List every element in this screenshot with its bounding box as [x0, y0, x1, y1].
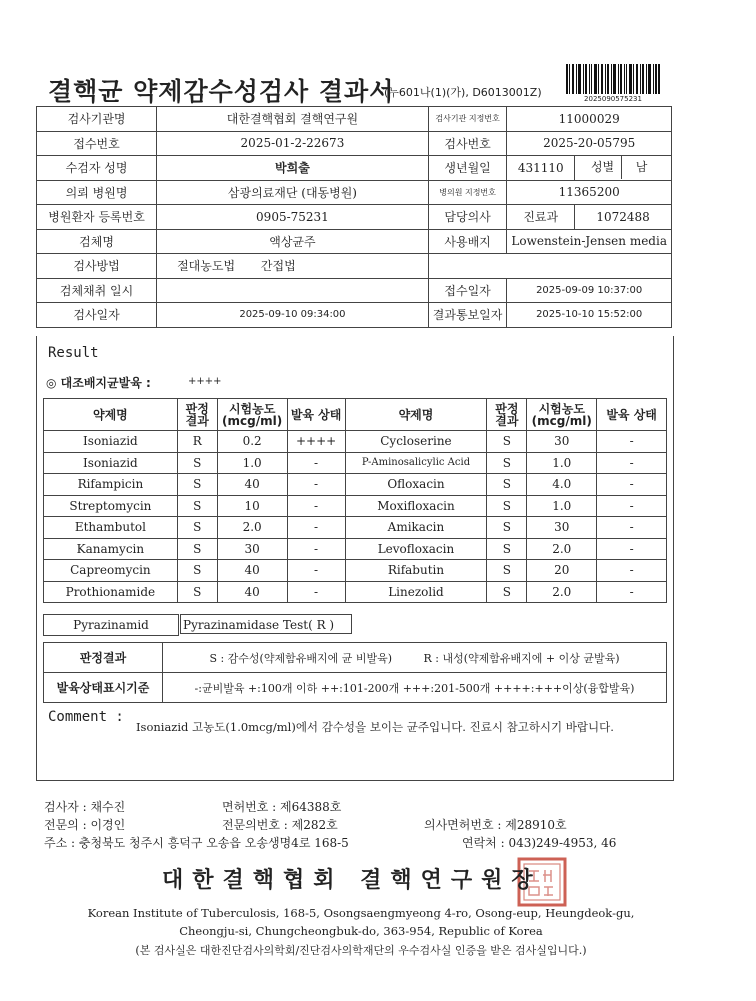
method-label: 검사방법 — [37, 254, 157, 279]
form-code: (누601나(1)(가), D6013001Z) — [384, 86, 542, 99]
drug-cell: Capreomycin — [44, 560, 178, 582]
patient-info-table — [36, 106, 672, 328]
dob-label: 생년월일 — [428, 156, 507, 181]
drug-cell: S — [487, 538, 527, 560]
english-address-line-2: Cheongju-si, Chungcheongbuk-do, 363-954, Republic of Korea — [179, 924, 543, 938]
growth-legend-label: 발육상태표시기준 — [44, 673, 163, 703]
sex-label: 성별 — [585, 156, 622, 179]
judge-legend-label: 판정결과 — [44, 643, 163, 673]
drug-cell: S — [487, 452, 527, 474]
drug-row — [44, 581, 667, 603]
barcode-number: 2025090575231 — [584, 95, 642, 103]
institution-value: 대한결핵협회 결핵연구원 — [157, 107, 429, 132]
drug-header-cell: 약제명 — [44, 399, 178, 431]
drug-cell: - — [597, 560, 667, 582]
license-line: 면허번호 : 제64388호 — [222, 800, 342, 814]
method-value — [157, 254, 429, 279]
exam-date-label: 검사일자 — [37, 303, 157, 328]
drug-cell: - — [287, 581, 345, 603]
specialist-no-line: 전문의번호 : 제282호 — [222, 818, 338, 832]
drug-cell: 0.2 — [217, 431, 287, 453]
drug-cell: Levofloxacin — [345, 538, 487, 560]
pyrazinamide-value: Pyrazinamidase Test( R ) — [180, 614, 352, 634]
sex-value: 남 — [635, 160, 648, 175]
drug-cell: - — [597, 517, 667, 539]
designation-value: 11000029 — [507, 107, 672, 132]
drug-cell: - — [597, 474, 667, 496]
drug-cell: Amikacin — [345, 517, 487, 539]
drug-cell: 10 — [217, 495, 287, 517]
hospital-no-value: 11365200 — [507, 180, 672, 205]
comment-label: Comment : — [48, 709, 124, 725]
drug-cell: 40 — [217, 474, 287, 496]
drug-cell: Prothionamide — [44, 581, 178, 603]
institute-signature: 대한결핵협회 결핵연구원장 — [162, 868, 542, 893]
legend-table — [43, 642, 667, 703]
comment-text: Isoniazid 고농도(1.0mcg/ml)에서 감수성을 보이는 균주입니다. 진료시 참고하시기 바랍니다. — [136, 720, 614, 734]
drug-cell: 40 — [217, 581, 287, 603]
drug-header-cell: 약제명 — [345, 399, 487, 431]
receipt-label: 접수번호 — [37, 131, 157, 156]
receipt-value: 2025-01-2-22673 — [157, 131, 429, 156]
drug-cell: S — [177, 495, 217, 517]
drug-cell: S — [177, 581, 217, 603]
drug-cell: 4.0 — [527, 474, 597, 496]
document-title: 결핵균 약제감수성검사 결과서 — [48, 77, 395, 106]
drug-cell: R — [177, 431, 217, 453]
drug-cell: - — [597, 495, 667, 517]
drug-header-cell: 발육 상태 — [597, 399, 667, 431]
drug-cell: 30 — [527, 517, 597, 539]
drug-cell: S — [487, 581, 527, 603]
drug-cell: Ofloxacin — [345, 474, 487, 496]
drug-cell: S — [487, 560, 527, 582]
drug-cell: 1.0 — [527, 495, 597, 517]
drug-cell: - — [287, 495, 345, 517]
drug-cell: 2.0 — [527, 538, 597, 560]
drug-cell: S — [487, 474, 527, 496]
barcode-image — [566, 64, 660, 94]
drug-cell: S — [177, 517, 217, 539]
certification-note: (본 검사실은 대한진단검사의학회/진단검사의학재단의 우수검사실 인증을 받은 검사실입니다.) — [135, 944, 587, 957]
drug-cell: Rifampicin — [44, 474, 178, 496]
received-value: 2025-09-09 10:37:00 — [507, 278, 672, 303]
drug-table-body — [44, 431, 667, 603]
dept-label: 진료과 — [507, 205, 575, 230]
drug-cell: 1.0 — [217, 452, 287, 474]
method-1: 절대농도법 — [177, 259, 236, 274]
patient-name-label: 수검자 성명 — [37, 156, 157, 181]
drug-cell: S — [177, 560, 217, 582]
registration-value: 0905-75231 — [157, 205, 429, 230]
drug-cell: Streptomycin — [44, 495, 178, 517]
tester-line: 검사자 : 채수진 — [44, 800, 126, 814]
exam-date-value: 2025-09-10 09:34:00 — [157, 303, 429, 328]
drug-cell: S — [177, 474, 217, 496]
drug-cell: 20 — [527, 560, 597, 582]
drug-cell: ++++ — [287, 431, 345, 453]
institution-label: 검사기관명 — [37, 107, 157, 132]
control-growth-label: ◎ 대조배지균발육 : — [46, 376, 151, 390]
drug-cell: 2.0 — [527, 581, 597, 603]
dob-value: 431110 — [507, 156, 575, 181]
report-label: 결과통보일자 — [428, 303, 507, 328]
drug-header-cell: 시험농도 (mcg/ml) — [527, 399, 597, 431]
drug-cell: S — [177, 538, 217, 560]
patient-name-value: 박희출 — [157, 156, 429, 181]
drug-cell: Linezolid — [345, 581, 487, 603]
drug-cell: Ethambutol — [44, 517, 178, 539]
drug-header-cell: 판정 결과 — [487, 399, 527, 431]
drug-cell: 2.0 — [217, 517, 287, 539]
test-no-value: 2025-20-05795 — [507, 131, 672, 156]
collect-value — [157, 278, 429, 303]
drug-row — [44, 474, 667, 496]
method-blank — [428, 254, 671, 279]
received-label: 접수일자 — [428, 278, 507, 303]
drug-cell: - — [287, 474, 345, 496]
drug-row — [44, 431, 667, 453]
drug-cell: Rifabutin — [345, 560, 487, 582]
method-2: 간접법 — [260, 259, 296, 274]
drug-cell: - — [287, 538, 345, 560]
doctor-label: 담당의사 — [428, 205, 507, 230]
control-growth-value: ++++ — [188, 376, 222, 387]
drug-cell: Kanamycin — [44, 538, 178, 560]
specialist-line: 전문의 : 이경인 — [44, 818, 126, 832]
specimen-label: 검체명 — [37, 229, 157, 254]
drug-cell: Cycloserine — [345, 431, 487, 453]
growth-legend-value: -:균비발육 +:100개 이하 ++:101-200개 +++:201-500개 ++++:+++이상(융합발육) — [163, 673, 667, 703]
drug-cell: 30 — [217, 538, 287, 560]
address-line: 주소 : 충청북도 청주시 흥덕구 오송읍 오송생명4로 168-5 — [44, 836, 349, 850]
test-no-label: 검사번호 — [428, 131, 507, 156]
drug-cell: S — [487, 431, 527, 453]
drug-cell: P-Aminosalicylic Acid — [345, 452, 487, 474]
drug-cell: S — [487, 517, 527, 539]
drug-cell: S — [177, 452, 217, 474]
contact-line: 연락처 : 043)249-4953, 46 — [462, 836, 617, 850]
drug-table-header — [44, 399, 667, 431]
drug-row — [44, 517, 667, 539]
judge-legend-values — [163, 643, 667, 673]
hospital-no-label: 병의원 지정번호 — [428, 180, 507, 205]
drug-cell: 1.0 — [527, 452, 597, 474]
drug-results-table — [43, 398, 667, 603]
drug-cell: - — [287, 517, 345, 539]
specimen-value: 액상균주 — [157, 229, 429, 254]
english-address-line-1: Korean Institute of Tuberculosis, 168-5, Osongsaengmyeong 4-ro, Osong-eup, Heungdeok-gu, — [87, 906, 635, 920]
designation-label: 검사기관 지정번호 — [428, 107, 507, 132]
medium-value: Lowenstein-Jensen media — [507, 229, 672, 254]
drug-row — [44, 538, 667, 560]
drug-header-cell: 시험농도 (mcg/ml) — [217, 399, 287, 431]
drug-row — [44, 560, 667, 582]
judge-legend-r: R : 내성(약제함유배지에 + 이상 균발육) — [423, 651, 620, 665]
drug-cell: - — [287, 452, 345, 474]
drug-cell: - — [597, 581, 667, 603]
drug-cell: Isoniazid — [44, 431, 178, 453]
drug-cell: Isoniazid — [44, 452, 178, 474]
sex-cell — [575, 156, 672, 181]
hospital-value: 삼광의료재단 (대동병원) — [157, 180, 429, 205]
drug-cell: 30 — [527, 431, 597, 453]
collect-label: 검체채취 일시 — [37, 278, 157, 303]
report-value: 2025-10-10 15:52:00 — [507, 303, 672, 328]
result-title: Result — [48, 345, 99, 361]
pyrazinamide-label: Pyrazinamid — [43, 614, 179, 636]
drug-row — [44, 495, 667, 517]
drug-header-cell: 판정 결과 — [177, 399, 217, 431]
drug-cell: - — [287, 560, 345, 582]
drug-row — [44, 452, 667, 474]
registration-label: 병원환자 등록번호 — [37, 205, 157, 230]
drug-cell: - — [597, 538, 667, 560]
dept-value: 1072488 — [575, 205, 672, 230]
drug-cell: 40 — [217, 560, 287, 582]
drug-cell: - — [597, 431, 667, 453]
drug-cell: S — [487, 495, 527, 517]
judge-legend-s: S : 감수성(약제함유배지에 균 비발육) — [209, 651, 393, 665]
medium-label: 사용배지 — [428, 229, 507, 254]
hospital-label: 의뢰 병원명 — [37, 180, 157, 205]
doctor-license-line: 의사면허번호 : 제28910호 — [424, 818, 567, 832]
drug-cell: - — [597, 452, 667, 474]
drug-cell: Moxifloxacin — [345, 495, 487, 517]
drug-header-cell: 발육 상태 — [287, 399, 345, 431]
